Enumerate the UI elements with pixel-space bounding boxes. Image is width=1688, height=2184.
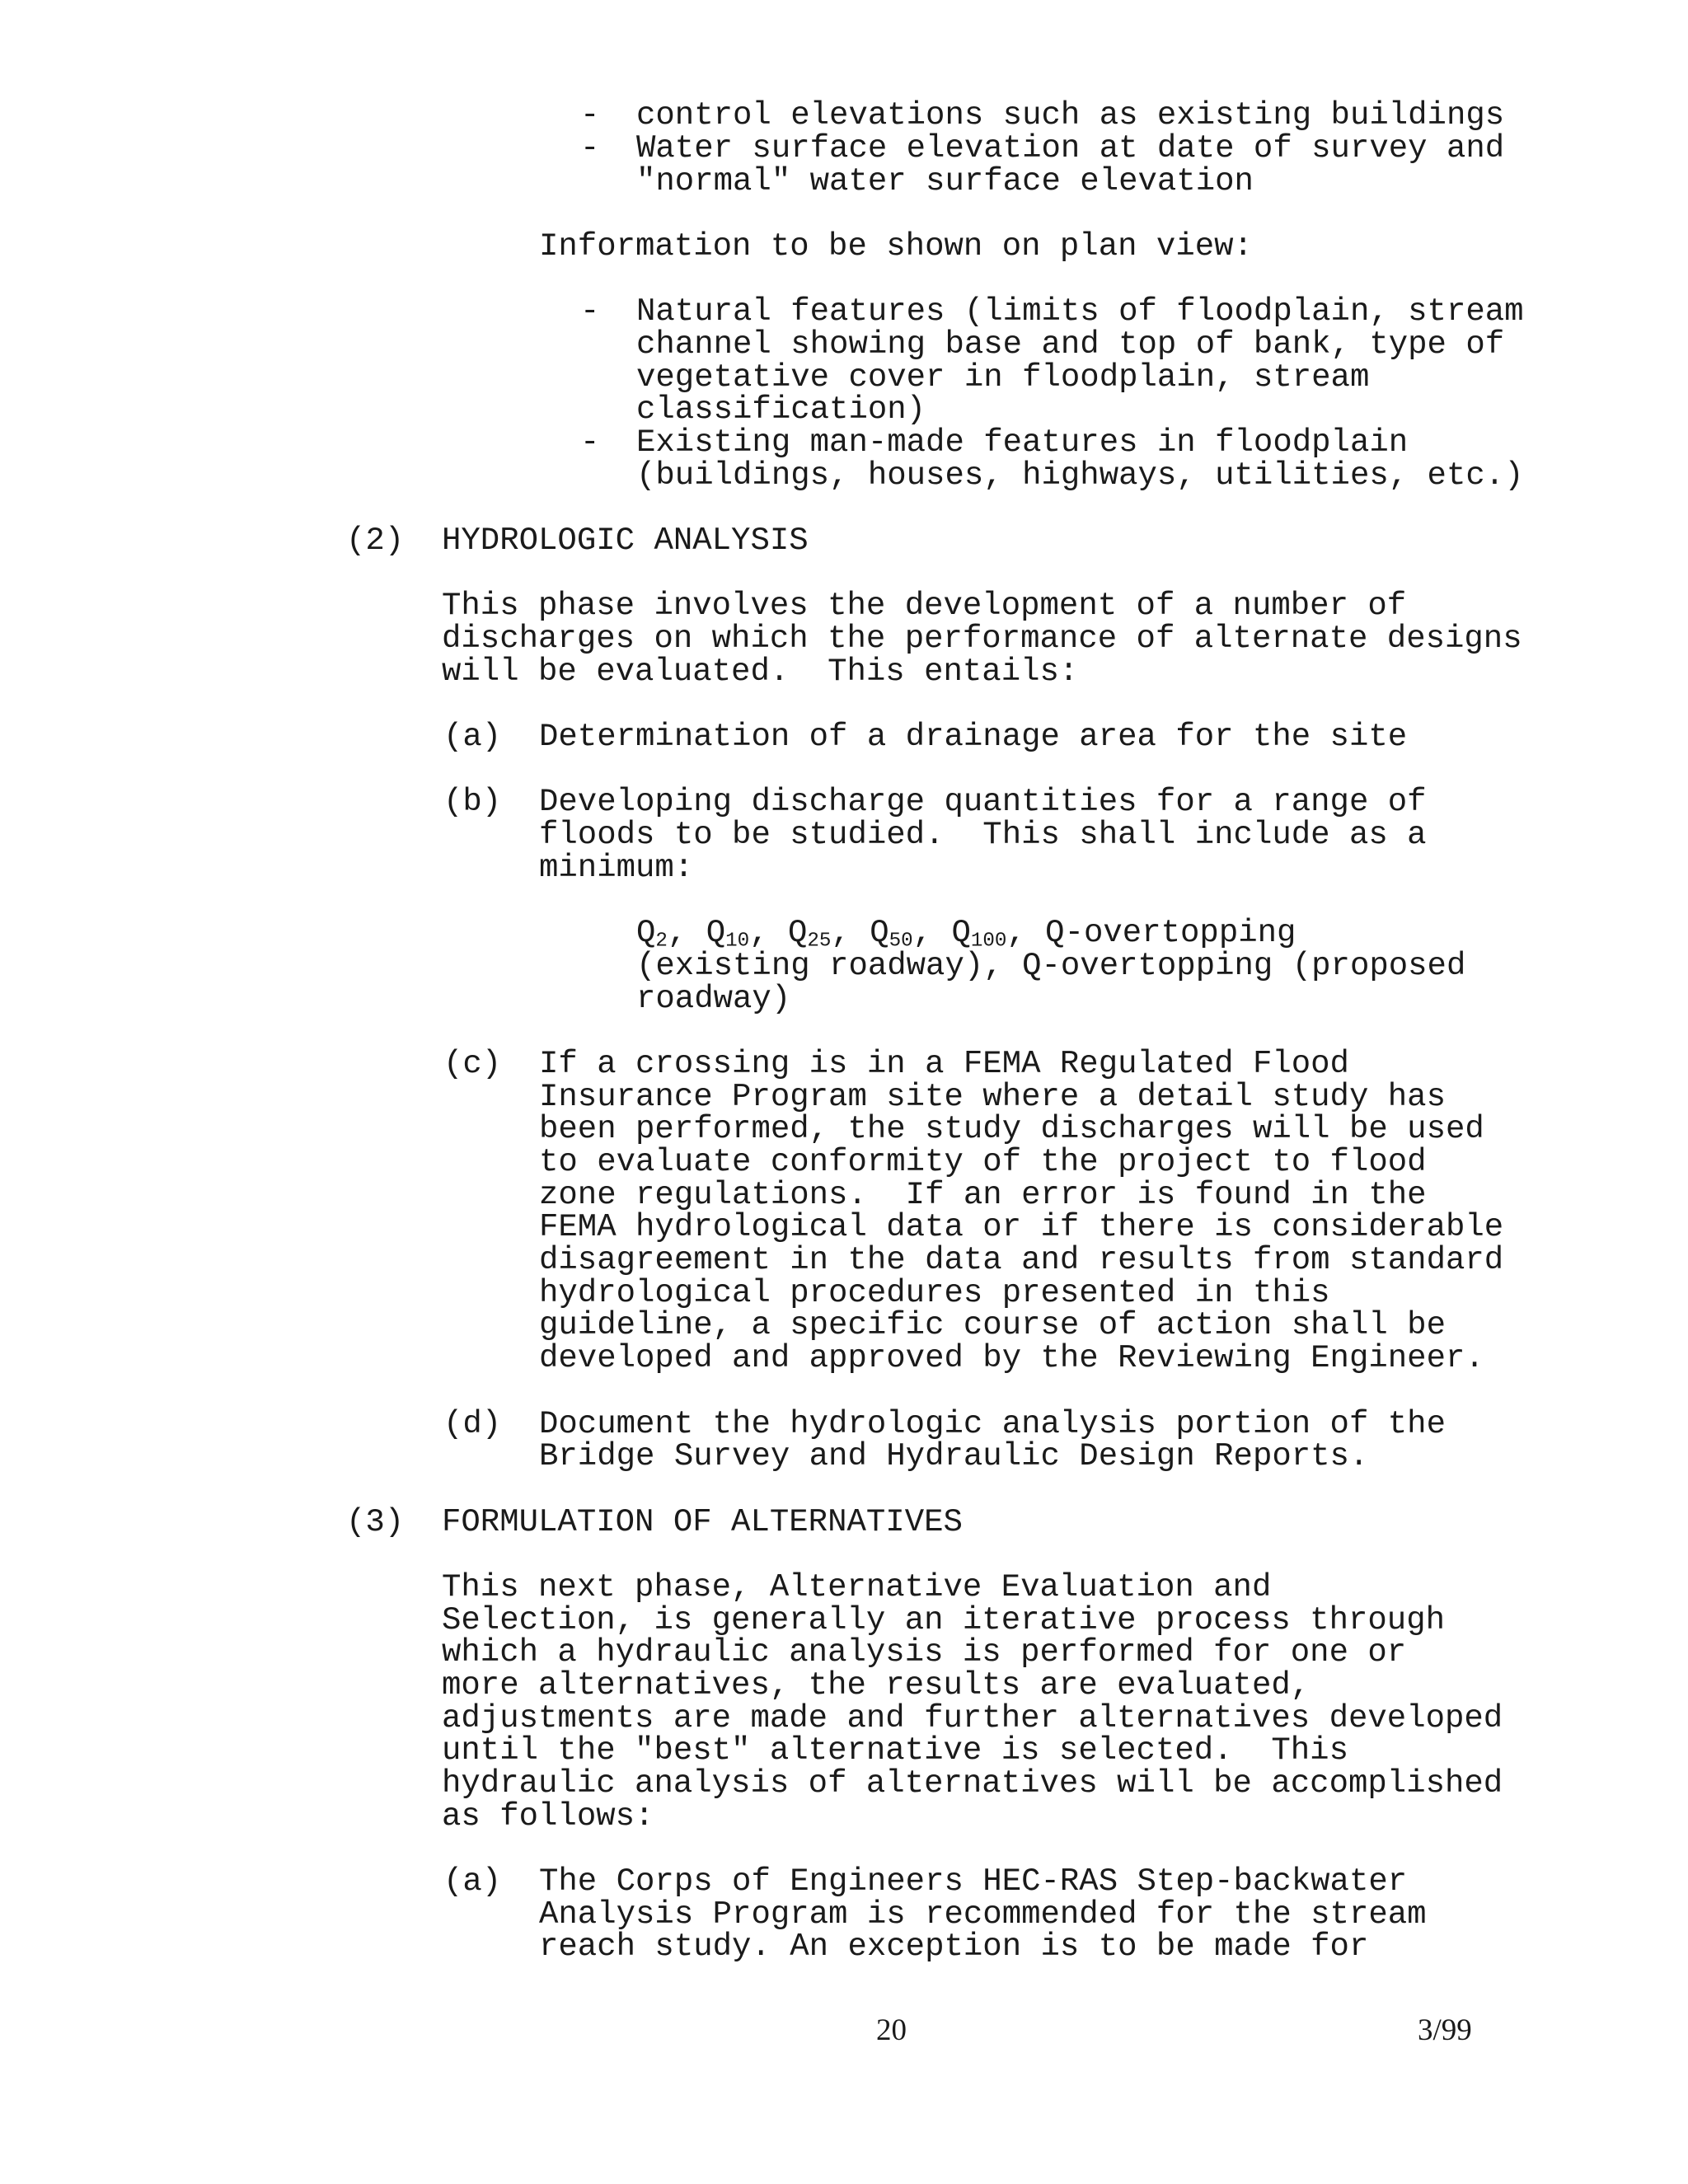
item-label: (a)	[443, 1863, 502, 1900]
paragraph-line: This next phase, Alternative Evaluation and	[442, 1569, 1272, 1605]
item-text: Developing discharge quantities for a range of	[539, 784, 1427, 820]
section-number: (2)	[346, 523, 405, 559]
q-separator: ,	[912, 915, 952, 951]
item-text: Analysis Program is recommended for the stream	[539, 1896, 1427, 1933]
item-text: developed and approved by the Reviewing Engineer.	[539, 1340, 1484, 1376]
paragraph-line: will be evaluated. This entails:	[442, 654, 1079, 690]
item-text: The Corps of Engineers HEC-RAS Step-backwater	[539, 1863, 1408, 1900]
item-text: hydrological procedures presented in this	[539, 1275, 1330, 1311]
paragraph-line: Selection, is generally an iterative process through	[442, 1602, 1445, 1638]
paragraph-line: This phase involves the development of a number of	[442, 588, 1407, 624]
bullet-text: (buildings, houses, highways, utilities, etc.)	[636, 457, 1524, 494]
bullet-dash: -	[580, 97, 600, 134]
q-letter: Q	[870, 915, 889, 951]
q-subscript: 50	[889, 930, 913, 953]
item-text: disagreement in the data and results from standard	[539, 1242, 1504, 1278]
q-separator: ,	[667, 915, 706, 951]
item-text: Determination of a drainage area for the site	[539, 719, 1408, 755]
bullet-text: control elevations such as existing buildings	[636, 97, 1505, 134]
bullet-dash: -	[580, 130, 600, 166]
discharge-list	[636, 915, 1296, 953]
q-subscript: 2	[655, 930, 668, 953]
item-text: minimum:	[539, 850, 694, 886]
item-text: Insurance Program site where a detail study has	[539, 1079, 1446, 1115]
q-separator: ,	[749, 915, 788, 951]
q-separator: ,	[831, 915, 870, 951]
bullet-text: vegetative cover in floodplain, stream	[636, 359, 1370, 396]
item-label: (a)	[443, 719, 502, 755]
item-text: Bridge Survey and Hydraulic Design Reports.	[539, 1438, 1369, 1474]
bullet-text: channel showing base and top of bank, type of	[636, 326, 1505, 363]
q-letter: Q	[636, 915, 656, 951]
bullet-dash: -	[580, 424, 600, 461]
paragraph-line: as follows:	[442, 1798, 654, 1835]
q-letter: Q	[951, 915, 971, 951]
item-text: Document the hydrologic analysis portion of the	[539, 1406, 1446, 1442]
paragraph-line: discharges on which the performance of alternate designs	[442, 621, 1522, 657]
q-tail: , Q-overtopping	[1006, 915, 1296, 951]
item-text: reach study. An exception is to be made for	[539, 1929, 1369, 1965]
q-subscript: 100	[970, 930, 1007, 953]
item-text: guideline, a specific course of action shall be	[539, 1307, 1446, 1343]
bullet-text: Existing man-made features in floodplain	[636, 424, 1409, 461]
paragraph-line: until the "best" alternative is selected. This	[442, 1732, 1348, 1769]
bullet-text: classification)	[636, 391, 926, 428]
bullet-text: Water surface elevation at date of survey and	[636, 130, 1505, 166]
q-subscript: 25	[807, 930, 832, 953]
item-label: (d)	[443, 1406, 502, 1442]
section-title: FORMULATION OF ALTERNATIVES	[442, 1504, 963, 1540]
item-text: zone regulations. If an error is found in the	[539, 1177, 1427, 1213]
item-text: FEMA hydrological data or if there is considerable	[539, 1209, 1504, 1245]
revision-date: 3/99	[1418, 2013, 1472, 2047]
item-text: been performed, the study discharges will be used	[539, 1111, 1484, 1147]
paragraph-line: hydraulic analysis of alternatives will be accomplished	[442, 1765, 1503, 1802]
q-letter: Q	[787, 915, 808, 951]
bullet-text: "normal" water surface elevation	[636, 163, 1254, 199]
discharge-list-line: (existing roadway), Q-overtopping (proposed	[636, 948, 1466, 984]
item-text: floods to be studied. This shall include as a	[539, 817, 1427, 853]
plan-view-heading: Information to be shown on plan view:	[539, 228, 1253, 265]
section-title: HYDROLOGIC ANALYSIS	[442, 523, 809, 559]
section-number: (3)	[346, 1504, 405, 1540]
discharge-list-line: roadway)	[636, 981, 791, 1017]
paragraph-line: adjustments are made and further alternatives developed	[442, 1700, 1503, 1736]
q-subscript: 10	[725, 930, 750, 953]
page-number: 20	[876, 2013, 907, 2047]
bullet-text: Natural features (limits of floodplain, stream	[636, 293, 1524, 330]
item-label: (b)	[443, 784, 502, 820]
bullet-dash: -	[580, 293, 600, 330]
item-text: to evaluate conformity of the project to flood	[539, 1144, 1427, 1180]
paragraph-line: which a hydraulic analysis is performed for one or	[442, 1634, 1407, 1671]
paragraph-line: more alternatives, the results are evaluated,	[442, 1667, 1311, 1704]
item-text: If a crossing is in a FEMA Regulated Flood	[539, 1046, 1349, 1082]
q-letter: Q	[706, 915, 726, 951]
item-label: (c)	[443, 1046, 502, 1082]
